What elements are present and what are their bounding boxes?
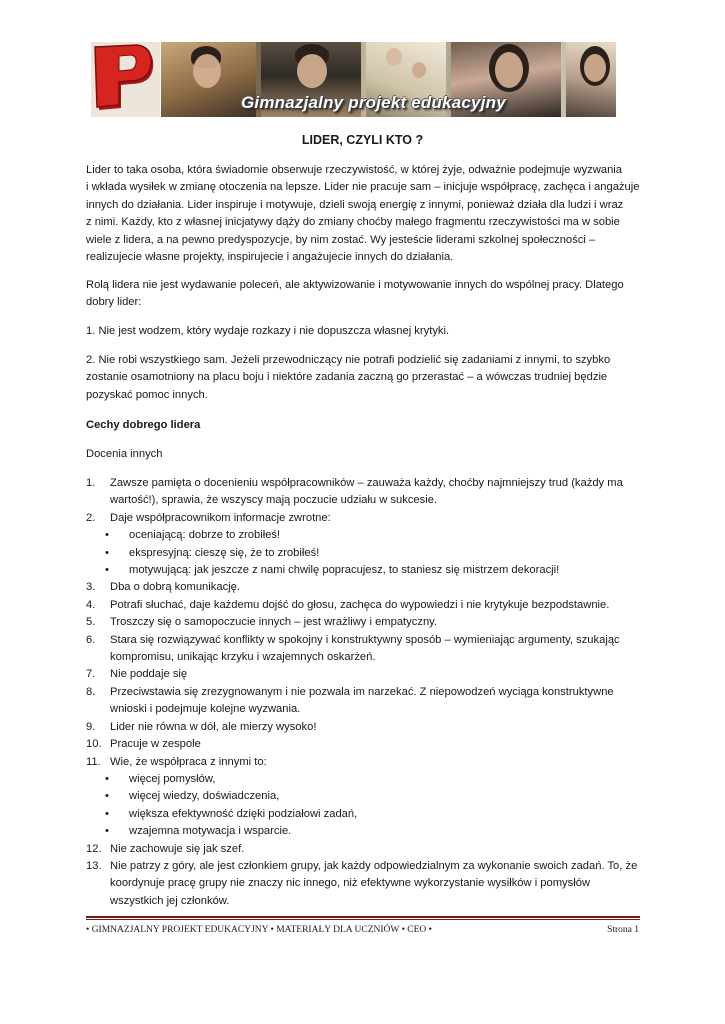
text-line: realizujecie własne projekty, inspirujecie i angażujecie innych do działania.	[86, 251, 454, 264]
footer-rule	[86, 916, 640, 918]
bullet-text: więcej wiedzy, doświadczenia,	[129, 790, 280, 803]
section-subheading	[86, 446, 642, 463]
list-item-text: Nie patrzy z góry, ale jest członkiem grupy, jak każdy odpowiedzialnym za wykonanie swoich zadań. To, że	[110, 859, 638, 872]
section-subheading-text: Docenia innych	[86, 448, 163, 460]
list-item-text: Troszczy się o samopoczucie innych – jest wrażliwy i empatyczny.	[110, 616, 438, 629]
bullet-icon: •	[105, 564, 109, 577]
text-line: pozyskać pomoc innych.	[86, 388, 208, 401]
bullet-icon: •	[105, 807, 109, 820]
list-item-text: wartość!), sprawia, że wszyscy mają poczucie udziału w sukcesie.	[110, 494, 438, 507]
bullet-item	[86, 788, 646, 805]
banner-title: Gimnazjalny projekt edukacyjny	[241, 93, 506, 112]
bullet-icon: •	[105, 772, 109, 785]
list-number: 8.	[86, 685, 96, 698]
list-item	[86, 858, 646, 910]
list-item	[86, 666, 646, 683]
list-item-text: Potrafi słuchać, daje każdemu dojść do głosu, zachęca do wypowiedzi i nie krytykuje bezpodstawnie.	[110, 598, 610, 611]
list-number: 11.	[86, 755, 101, 768]
text-line: dobry lider:	[86, 296, 142, 309]
project-logo	[91, 42, 160, 117]
list-item-text: Pracuje w zespole	[110, 738, 201, 751]
text-line: Rolą lidera nie jest wydawanie poleceń, ale aktywizowanie i motywowanie innych do wspólnej pracy. Dlatego	[86, 279, 624, 291]
list-number: 7.	[86, 668, 96, 681]
footer-text: • GIMNAZJALNY PROJEKT EDUKACYJNY • MATERIAŁY DLA UCZNIÓW • CEO •	[86, 925, 432, 935]
point-2	[86, 352, 642, 404]
traits-list	[86, 475, 646, 910]
list-item-text: Stara się rozwiązywać konflikty w spokojny i konstruktywny sposób – wymieniając argumenty, szukając	[110, 633, 620, 646]
bullet-text: ekspresyjną: cieszę się, że to zrobiłeś!	[129, 546, 320, 559]
list-item-text: Zawsze pamięta o docenieniu współpracowników – zauważa każdy, choćby najmniejszy trud (każdy ma	[110, 477, 623, 489]
bullet-text: motywującą: jak jeszcze z nami chwilę popracujesz, to staniesz się mistrzem dekoracji!	[129, 564, 560, 577]
list-item-text: Nie poddaje się	[110, 668, 188, 681]
footer-rule	[86, 919, 640, 920]
page-number: Strona 1	[607, 925, 639, 935]
list-item	[86, 579, 646, 596]
text-line: 1. Nie jest wodzem, który wydaje rozkazy i nie dopuszcza własnej krytyki.	[86, 325, 450, 337]
bullet-item	[86, 562, 646, 579]
list-item-text: Nie zachowuje się jak szef.	[110, 842, 245, 855]
list-item	[86, 632, 646, 667]
banner-photo	[566, 42, 616, 117]
list-item	[86, 736, 646, 753]
bullet-icon: •	[105, 546, 109, 559]
banner-photo-strip	[161, 42, 616, 117]
section-heading-text: Cechy dobrego lidera	[86, 419, 201, 431]
intro-paragraph	[86, 162, 642, 266]
header-banner	[91, 42, 616, 117]
text-line: wiele z lidera, a na pewno predyspozycje, by nim zostać. Wy jesteście liderami szkolnej społeczności –	[86, 233, 596, 246]
list-number: 6.	[86, 633, 96, 646]
bullet-item	[86, 771, 646, 788]
bullet-text: wzajemna motywacja i wsparcie.	[129, 825, 292, 838]
list-item	[86, 510, 646, 527]
text-line: i wkłada wysiłek w zmianę otoczenia na lepsze. Lider nie pracuje sam – inicjuje współpracę, zachęca i angażuje	[86, 181, 640, 194]
logo-p-icon	[91, 42, 160, 117]
text-line: 2. Nie robi wszystkiego sam. Jeżeli przewodniczący nie potrafi podzielić się zadaniami z innymi, to szybko	[86, 354, 611, 366]
bullet-icon: •	[105, 529, 109, 542]
bullet-item	[86, 823, 646, 840]
bullet-item	[86, 806, 646, 823]
list-item	[86, 614, 646, 631]
list-number: 3.	[86, 581, 96, 594]
list-item	[86, 719, 646, 736]
list-item-text: Przeciwstawia się zrezygnowanym i nie pozwala im narzekać. Z niepowodzeń wyciąga konstruktywne	[110, 685, 614, 698]
text-line: z nimi. Każdy, kto z własnej inicjatywy dąży do zmiany choćby małego fragmentu rzeczywistości ma w sobie	[86, 216, 620, 229]
bullet-icon: •	[105, 790, 109, 803]
list-number: 4.	[86, 598, 96, 611]
list-number: 13.	[86, 859, 102, 872]
text-line: Lider to taka osoba, która świadomie obserwuje rzeczywistość, w której żyje, odważnie podejmuje wyzwania	[86, 164, 623, 176]
bullet-icon: •	[105, 825, 109, 838]
point-1	[86, 323, 642, 340]
role-paragraph	[86, 277, 642, 312]
list-item-text: wszystkich jej członków.	[110, 894, 230, 907]
bullet-text: większa efektywność dzięki podziałowi zadań,	[129, 807, 358, 820]
list-item-text: Dba o dobrą komunikację.	[110, 581, 240, 594]
section-heading	[86, 417, 642, 434]
list-item	[86, 597, 646, 614]
list-item	[86, 684, 646, 719]
list-item	[86, 754, 646, 771]
list-number: 12.	[86, 842, 102, 855]
list-item-text: kompromisu, unikając krzyku i wzajemnych oskarżeń.	[110, 651, 376, 664]
list-item	[86, 841, 646, 858]
list-number: 1.	[86, 477, 96, 489]
list-number: 10.	[86, 738, 102, 751]
list-item-text: koordynuje pracę grupy nie znaczy nic innego, niż efektywne wykorzystanie wysiłków i pomysłów	[110, 877, 591, 890]
bullet-item	[86, 527, 646, 544]
page-title: LIDER, CZYLI KTO ?	[301, 133, 424, 147]
list-item-text: Lider nie równa w dół, ale mierzy wysoko!	[110, 720, 317, 733]
list-item-text: Daje współpracownikom informacje zwrotne:	[110, 511, 331, 524]
list-number: 5.	[86, 616, 96, 629]
list-number: 2.	[86, 511, 96, 524]
bullet-text: oceniającą: dobrze to zrobiłeś!	[129, 529, 281, 542]
list-item	[86, 475, 646, 510]
list-item-text: wnioski i podejmuje kolejne wyzwania.	[110, 703, 301, 716]
text-line: innych do działania. Lider inspiruje i motywuje, dzieli swoją energię z innymi, ponieważ działa dla ludzi i wraz	[86, 198, 624, 211]
list-number: 9.	[86, 720, 96, 733]
bullet-item	[86, 545, 646, 562]
text-line: zostanie osamotniony na placu boju i niektóre zadania zaczną go przerastać – a wówczas trudniej będzie	[86, 371, 608, 384]
bullet-text: więcej pomysłów,	[129, 772, 216, 785]
list-item-text: Wie, że współpraca z innymi to:	[110, 755, 267, 768]
